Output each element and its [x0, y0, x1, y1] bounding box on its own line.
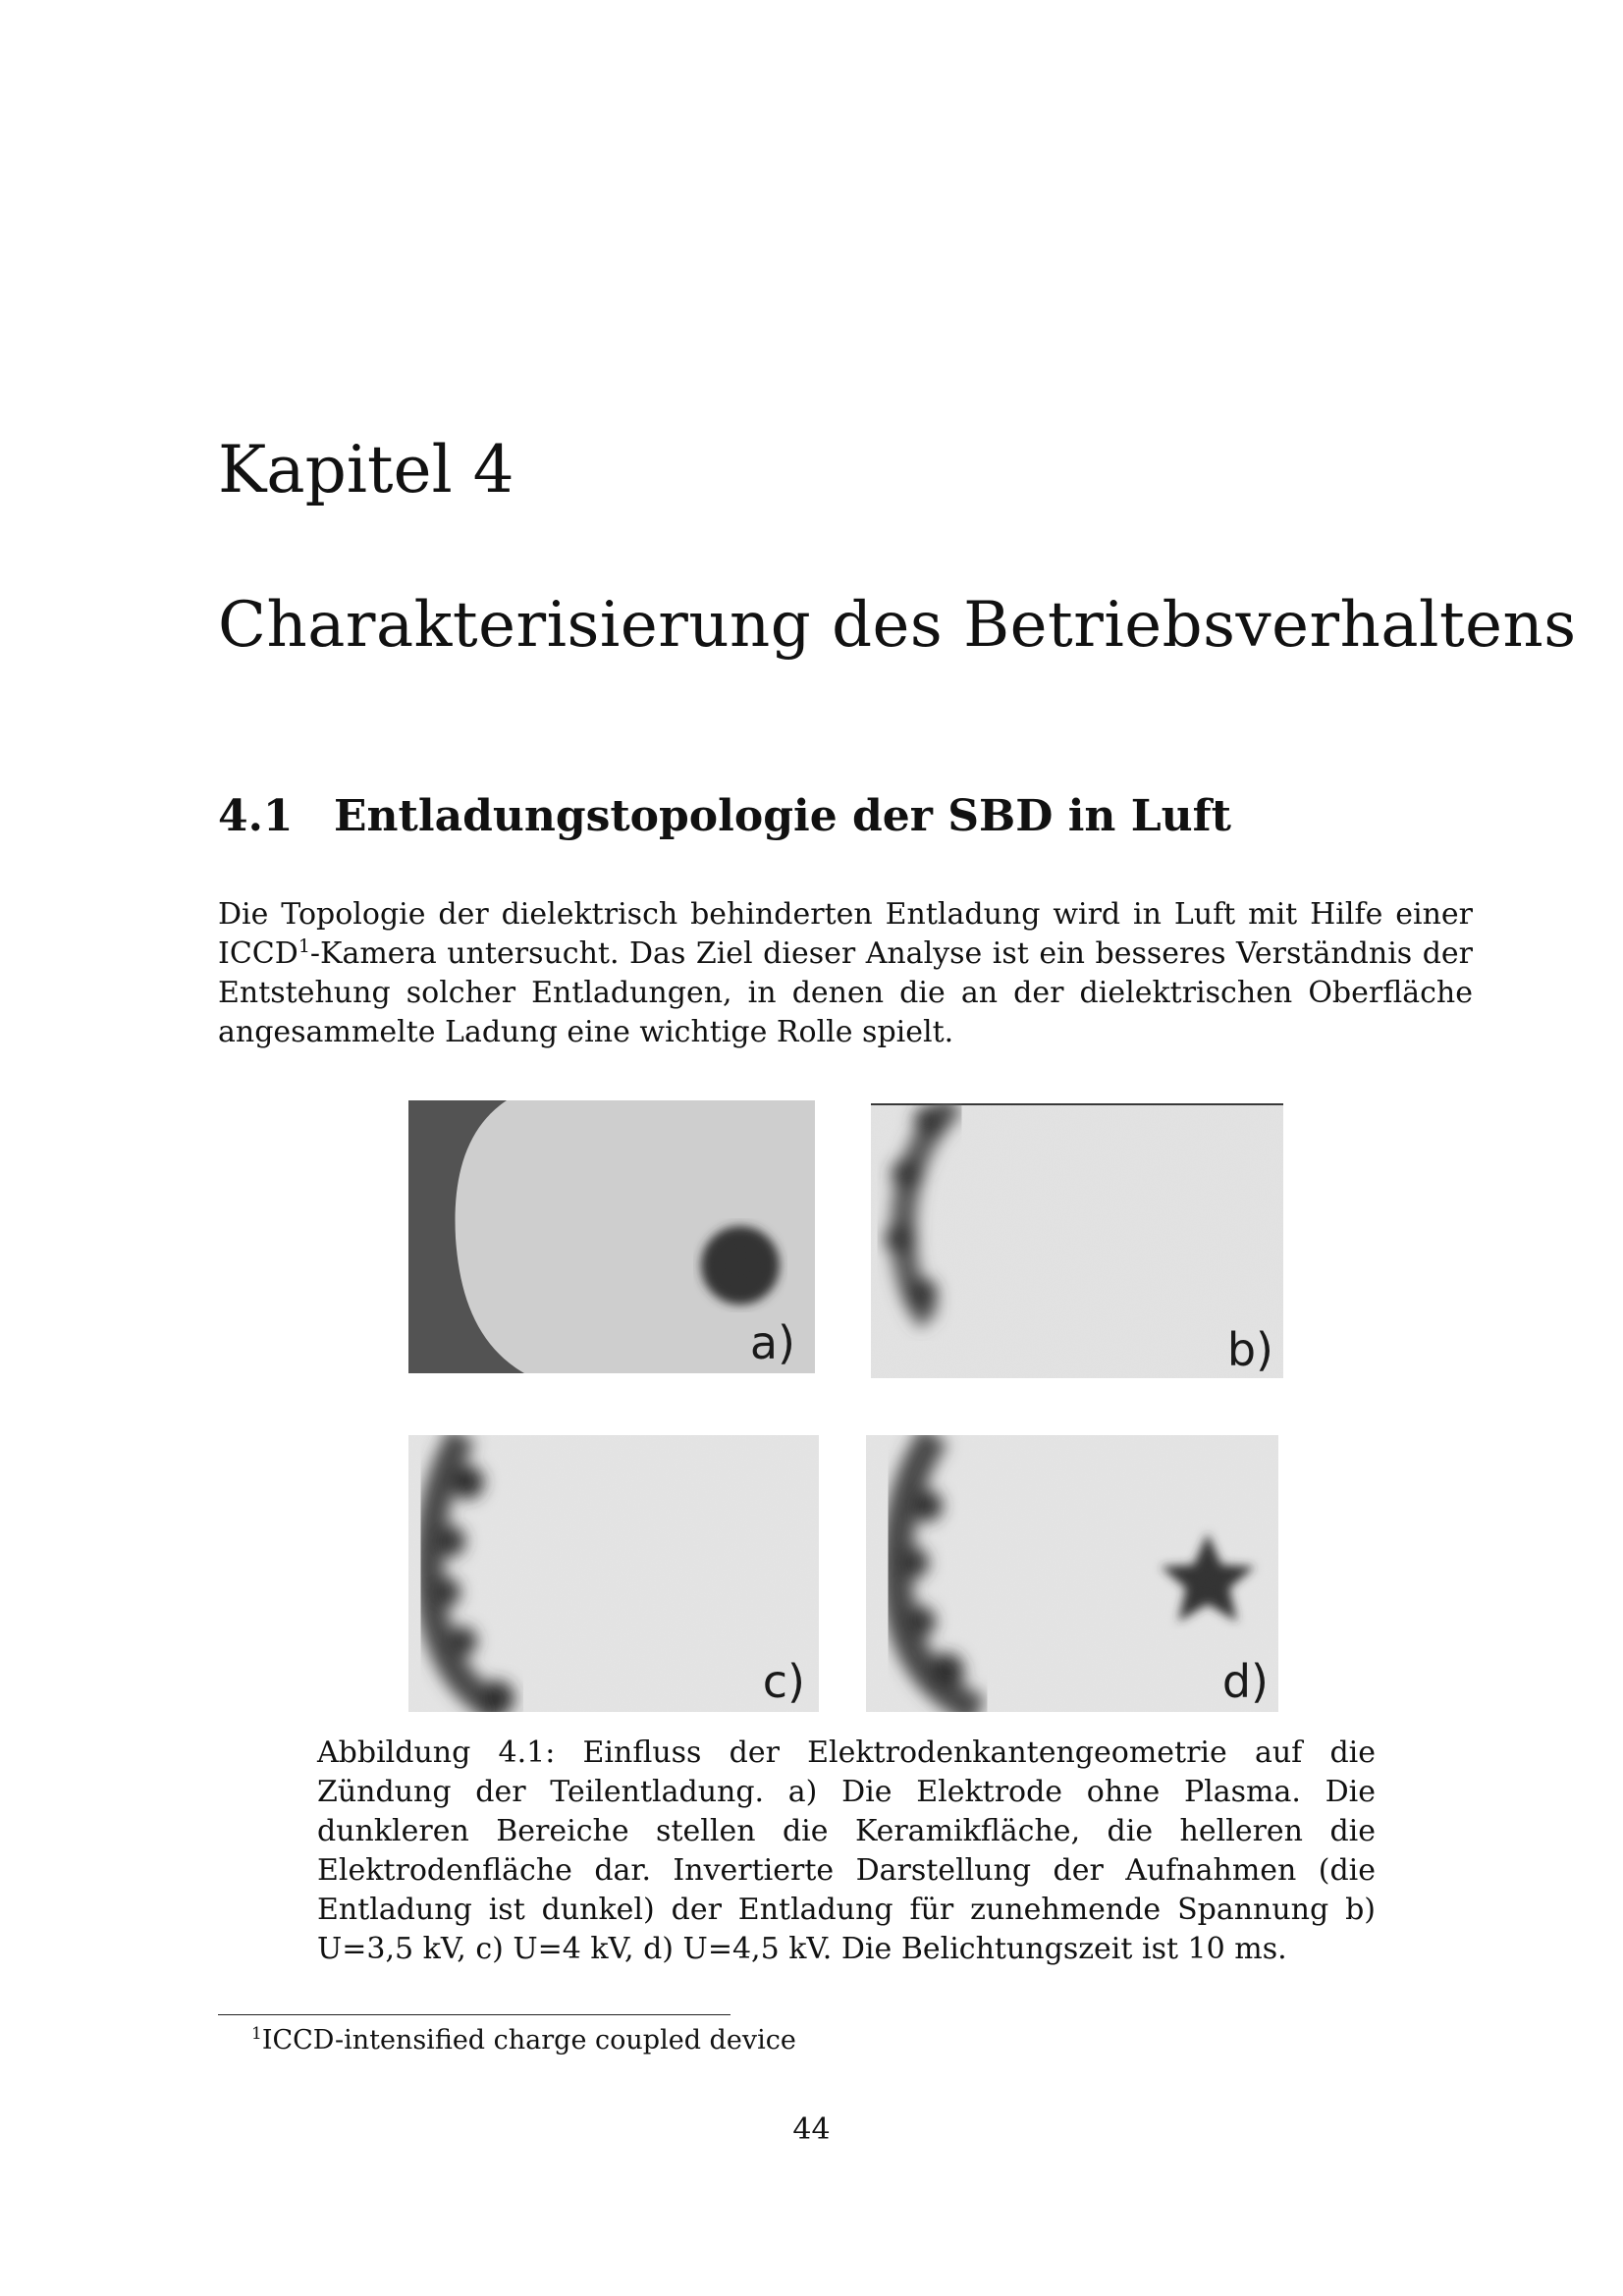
figure-panel-c	[408, 1435, 819, 1712]
footnote-mark: 1	[251, 2024, 262, 2044]
footnote-reference[interactable]: 1	[298, 935, 310, 957]
footnote	[251, 2024, 796, 2056]
footnote-rule	[218, 2014, 730, 2015]
panel-label-d: d)	[1221, 1655, 1269, 1708]
chapter-title: Charakterisierung des Betriebsverhaltens	[218, 589, 1577, 662]
figure-panel-a	[408, 1100, 815, 1373]
discharge-image-d	[866, 1435, 1278, 1712]
section-number: 4.1	[218, 791, 294, 841]
page-number: 44	[792, 2112, 831, 2147]
intro-text-2: -Kamera untersucht. Das Ziel dieser Analyse ist ein besseres Verständnis der Entstehung solcher Entladungen, in denen die an der dielektrischen Oberfläche angesammelte Ladung eine wichtige Rolle spielt.	[218, 936, 1473, 1049]
discharge-image-b	[871, 1103, 1283, 1378]
footnote-text: ICCD-intensified charge coupled device	[261, 2025, 796, 2056]
panel-label-a: a)	[749, 1316, 795, 1369]
section-title: Entladungstopologie der SBD in Luft	[334, 791, 1231, 841]
panel-label-c: c)	[762, 1655, 805, 1708]
figure-panel-b	[871, 1103, 1283, 1378]
chapter-label: Kapitel 4	[218, 432, 514, 507]
figure-panel-d	[866, 1435, 1278, 1712]
section-heading	[218, 791, 1231, 841]
discharge-image-c	[408, 1435, 819, 1712]
intro-text-1: Die Topologie der dielektrisch behinderten Entladung wird in Luft mit Hilfe einer ICCD	[218, 897, 1473, 971]
intro-paragraph	[218, 895, 1473, 1052]
panel-label-b: b)	[1226, 1323, 1273, 1376]
figure-caption: Abbildung 4.1: Einfluss der Elektrodenkantengeometrie auf die Zündung der Teilentladung. a) Die Elektrode ohne Plasma. Die dunkleren Bereiche stellen die Keramikfläche, die helleren die Elektrodenfläche dar. Invertierte Darstellung der Aufnahmen (die Entladung ist dunkel) der Entladung für zunehmende Spannung b) U=3,5 kV, c) U=4 kV, d) U=4,5 kV. Die Belichtungszeit ist 10 ms.	[317, 1735, 1376, 1966]
